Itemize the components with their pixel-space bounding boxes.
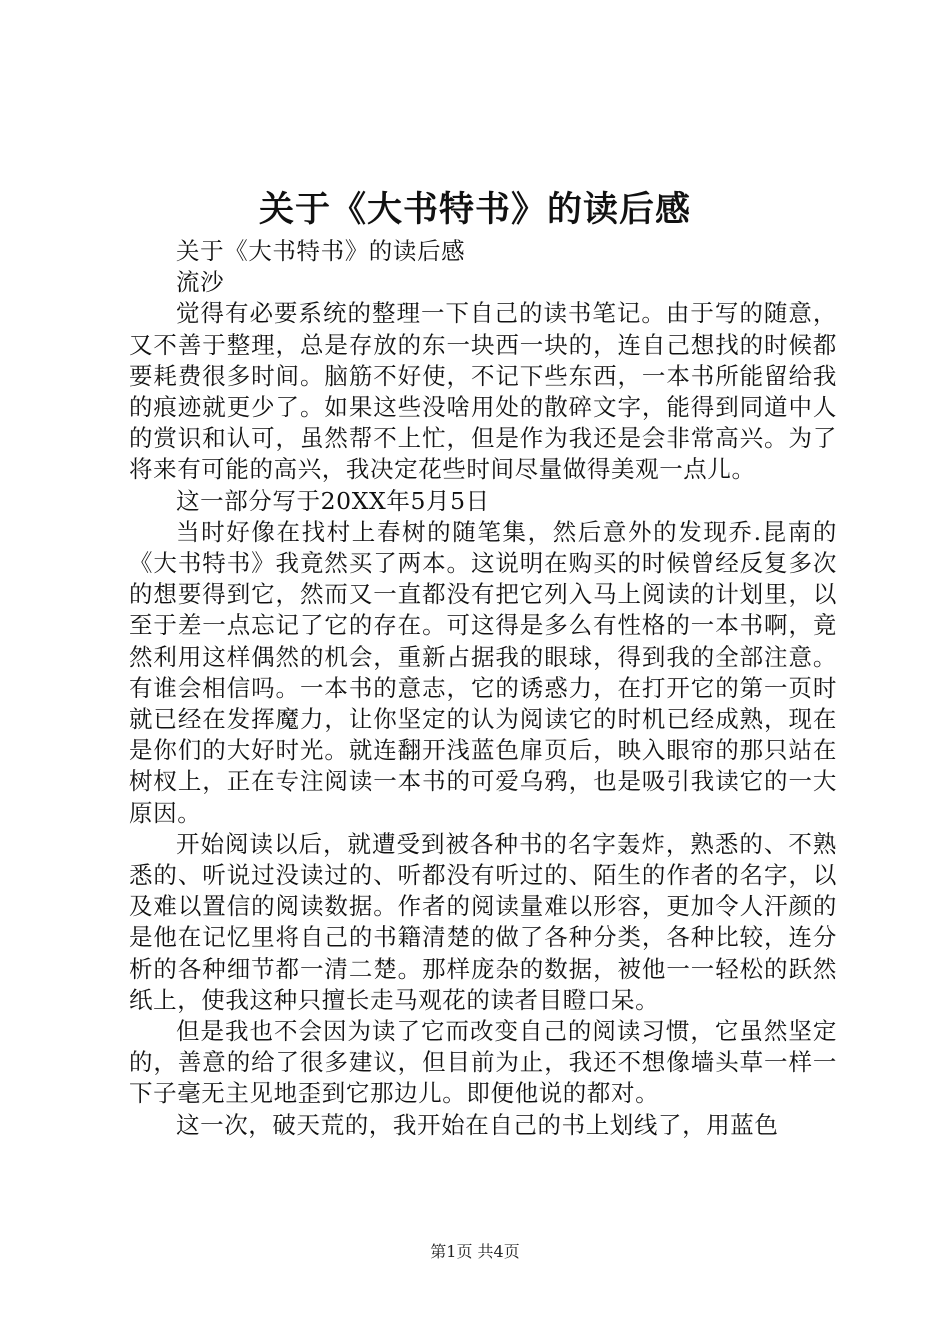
paragraph-habit: 但是我也不会因为读了它而改变自己的阅读习惯，它虽然坚定的，善意的给了很多建议，但目前为止，我还不想像墙头草一样一下子毫无主见地歪到它那边儿。即便他说的都对。 bbox=[129, 1017, 837, 1108]
author-line: 流沙 bbox=[176, 268, 225, 297]
document-body bbox=[129, 236, 837, 1141]
date-line: 这一部分写于20XX年5月5日 bbox=[176, 486, 490, 515]
paragraph-reading: 开始阅读以后，就遭受到被各种书的名字轰炸，熟悉的、不熟悉的、听说过没读过的、听都没有听过的、陌生的作者的名字，以及难以置信的阅读数据。作者的阅读量难以形容，更加令人汗颜的是他在记忆里将自己的书籍清楚的做了各种分类，各种比较，连分析的各种细节都一清二楚。那样庞杂的数据，被他一一轻松的跃然纸上，使我这种只擅长走马观花的读者目瞪口呆。 bbox=[129, 829, 837, 1014]
paragraph-intro: 觉得有必要系统的整理一下自己的读书笔记。由于写的随意，又不善于整理，总是存放的东一块西一块的，连自己想找的时候都要耗费很多时间。脑筋不好使，不记下些东西，一本书所能留给我的痕迹就更少了。如果这些没啥用处的散碎文字，能得到同道中人的赏识和认可，虽然帮不上忙，但是作为我还是会非常高兴。为了将来有可能的高兴，我决定花些时间尽量做得美观一点儿。 bbox=[129, 299, 837, 484]
paragraph-underline: 这一次，破天荒的，我开始在自己的书上划线了，用蓝色 bbox=[176, 1110, 779, 1139]
document-title: 关于《大书特书》的读后感 bbox=[258, 190, 691, 230]
paragraph-discovery: 当时好像在找村上春树的随笔集，然后意外的发现乔.昆南的《大书特书》我竟然买了两本。这说明在购买的时候曾经反复多次的想要得到它，然而又一直都没有把它列入马上阅读的计划里，以至于差一点忘记了它的存在。可这得是多么有性格的一本书啊，竟然利用这样偶然的机会，重新占据我的眼球，得到我的全部注意。有谁会相信吗。一本书的意志，它的诱惑力，在打开它的第一页时就已经在发挥魔力，让你坚定的认为阅读它的时机已经成熟，现在是你们的大好时光。就连翻开浅蓝色扉页后，映入眼帘的那只站在树杈上，正在专注阅读一本书的可爱乌鸦，也是吸引我读它的一大原因。 bbox=[129, 517, 837, 827]
page-footer: 第1页 共4页 bbox=[430, 1242, 520, 1261]
subtitle-line: 关于《大书特书》的读后感 bbox=[176, 237, 466, 265]
